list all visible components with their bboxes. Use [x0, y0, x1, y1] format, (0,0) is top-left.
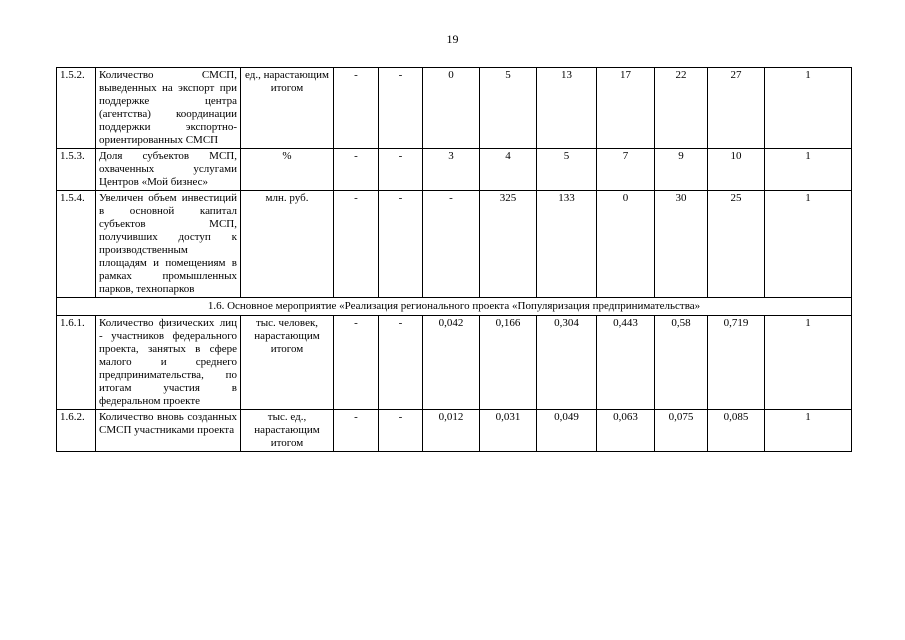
value-cell: 0	[423, 68, 480, 149]
table-row	[57, 191, 852, 298]
unit-cell: ед., нарастающим итогом	[241, 68, 334, 149]
value-cell: 0	[597, 191, 655, 298]
row-number: 1.6.1.	[57, 316, 96, 410]
value-cell: 22	[655, 68, 708, 149]
last-cell: 1	[765, 149, 852, 191]
row-number: 1.5.3.	[57, 149, 96, 191]
section-title: 1.6. Основное мероприятие «Реализация регионального проекта «Популяризация предпринимательства»	[57, 298, 852, 316]
value-cell: 0,012	[423, 410, 480, 452]
value-cell: 0,719	[708, 316, 765, 410]
value-cell: 10	[708, 149, 765, 191]
last-cell: 1	[765, 68, 852, 149]
indicator-name: Доля субъектов МСП, охваченных услугами Центров «Мой бизнес»	[96, 149, 241, 191]
value-cell: 30	[655, 191, 708, 298]
value-cell: 0,58	[655, 316, 708, 410]
value-cell: -	[334, 149, 379, 191]
indicator-name: Количество вновь созданных СМСП участниками проекта	[96, 410, 241, 452]
value-cell: 5	[537, 149, 597, 191]
table-body-top	[57, 68, 852, 298]
value-cell: 0,085	[708, 410, 765, 452]
indicator-name: Количество СМСП, выведенных на экспорт при поддержке центра (агентства) координации поддержки экспортно-ориентированных СМСП	[96, 68, 241, 149]
value-cell: 17	[597, 68, 655, 149]
value-cell: 0,166	[480, 316, 537, 410]
last-cell: 1	[765, 191, 852, 298]
unit-cell: тыс. ед., нарастающим итогом	[241, 410, 334, 452]
value-cell: 0,075	[655, 410, 708, 452]
value-cell: -	[379, 316, 423, 410]
value-cell: 3	[423, 149, 480, 191]
value-cell: 9	[655, 149, 708, 191]
value-cell: -	[334, 316, 379, 410]
table-row	[57, 68, 852, 149]
indicator-name: Увеличен объем инвестиций в основной капитал субъектов МСП, получивших доступ к производственным площадям и помещениям в рамках промышленных парков, технопарков	[96, 191, 241, 298]
value-cell: 4	[480, 149, 537, 191]
value-cell: -	[334, 191, 379, 298]
value-cell: 0,049	[537, 410, 597, 452]
table-row	[57, 149, 852, 191]
value-cell: 0,304	[537, 316, 597, 410]
value-cell: -	[379, 149, 423, 191]
value-cell: -	[334, 68, 379, 149]
row-number: 1.5.4.	[57, 191, 96, 298]
value-cell: -	[379, 68, 423, 149]
table-row	[57, 316, 852, 410]
indicators-table	[56, 67, 852, 452]
value-cell: 25	[708, 191, 765, 298]
value-cell: 0,031	[480, 410, 537, 452]
value-cell: -	[334, 410, 379, 452]
value-cell: 27	[708, 68, 765, 149]
section-row	[57, 298, 852, 316]
value-cell: 0,042	[423, 316, 480, 410]
table-section	[57, 298, 852, 316]
table-body-bottom	[57, 316, 852, 452]
unit-cell: тыс. человек, нарастающим итогом	[241, 316, 334, 410]
value-cell: 325	[480, 191, 537, 298]
table-row	[57, 410, 852, 452]
page-number: 19	[446, 32, 459, 46]
value-cell: -	[379, 410, 423, 452]
value-cell: 0,443	[597, 316, 655, 410]
value-cell: 133	[537, 191, 597, 298]
indicator-name: Количество физических лиц - участников федерального проекта, занятых в сфере малого и среднего предпринимательства, по итогам участия в федеральном проекте	[96, 316, 241, 410]
last-cell: 1	[765, 410, 852, 452]
value-cell: 13	[537, 68, 597, 149]
value-cell: 0,063	[597, 410, 655, 452]
last-cell: 1	[765, 316, 852, 410]
value-cell: 5	[480, 68, 537, 149]
row-number: 1.6.2.	[57, 410, 96, 452]
value-cell: -	[379, 191, 423, 298]
unit-cell: %	[241, 149, 334, 191]
value-cell: -	[423, 191, 480, 298]
unit-cell: млн. руб.	[241, 191, 334, 298]
row-number: 1.5.2.	[57, 68, 96, 149]
value-cell: 7	[597, 149, 655, 191]
